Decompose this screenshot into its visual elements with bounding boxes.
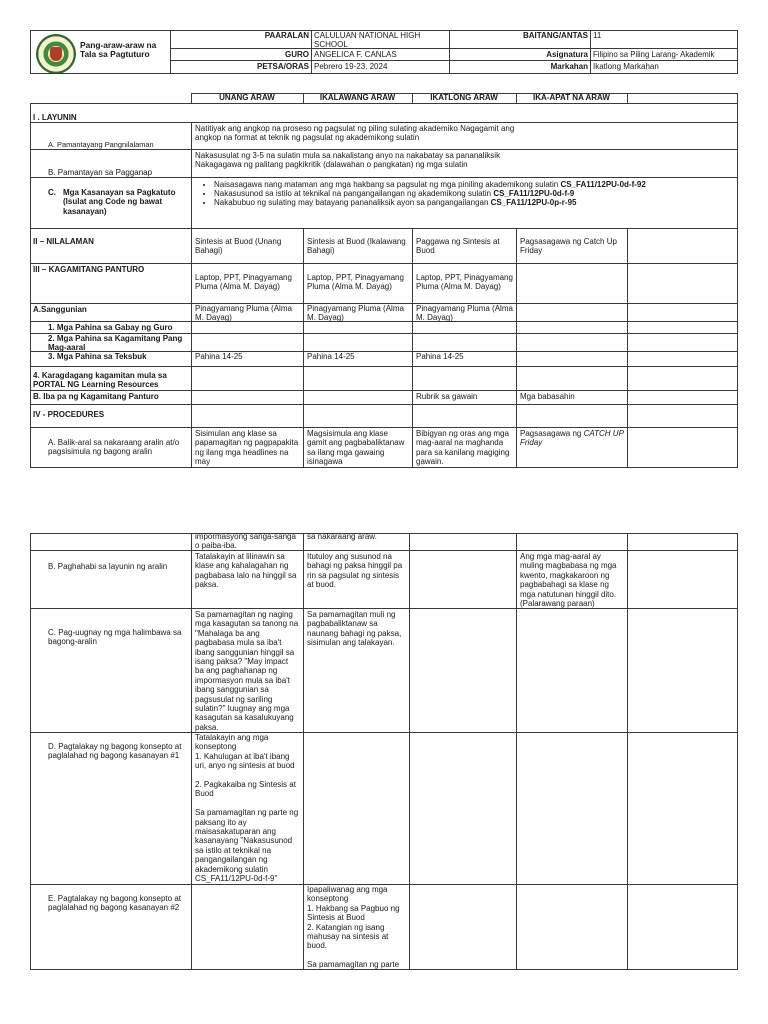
guro-value: ANGELICA F. CANLAS xyxy=(314,50,397,59)
nilalaman-day3: Paggawa ng Sintesis at Buod xyxy=(416,237,500,256)
konsepto-1-day1 xyxy=(195,733,299,883)
balik-aral-day3: Bibigyan ng oras ang mga mag-aaral na maghanda para sa kanilang magiging gawain. xyxy=(416,429,510,467)
baitang-value: 11 xyxy=(593,31,602,40)
sanggunian-day1: Pinagyamang Pluma (Alma M. Dayag) xyxy=(195,304,292,323)
day-header-2: IKALAWANG ARAW xyxy=(319,93,396,102)
pag-uugnay-day2: Sa pamamagitan muli ng pagbabaliktanaw sa naunang bahagi ng paksa, sisimulan ang talakayan. xyxy=(307,610,402,648)
paaralan-label: PAARALAN xyxy=(264,31,309,40)
balik-aral-day4: Pagsasagawa ng CATCH UP Friday xyxy=(520,429,624,448)
kagamitan-day1: Laptop, PPT, Pinagyamang Pluma (Alma M. Dayag) xyxy=(195,273,292,292)
karagdagang-kagamitan-label: 4. Karagdagang kagamitan mula sa PORTAL NG Learning Resources xyxy=(33,371,167,390)
kasanayan-item: • Naisasagawa nang mataman ang mga hakbang sa pagsulat ng mga piniling akademikong sulatin CS_FA11/12PU-0d-f-92 xyxy=(214,180,744,189)
paghahabi-day2: Itutuloy ang susunod na bahagi ng paksa hinggil pa rin sa pagsulat ng sintesis at buod. xyxy=(307,552,403,590)
pag-uugnay-label: C. Pag-uugnay ng mga halimbawa sa bagong-aralin xyxy=(48,628,182,647)
paghahabi-day4: Ang mga mag-aaral ay muling magbabasa ng mga kwento, magkakaroon ng pagbabahagi sa klase ng mga natutunan hinggil dito. (Palarawang paraan) xyxy=(520,552,617,609)
document-title: Pang-araw-araw na Tala sa Pagtuturo xyxy=(80,40,157,60)
balik-aral-day1: Sisimulan ang klase sa papamagitan ng pagpapakita ng ilang mga headlines na may xyxy=(195,429,299,467)
kagamitan-heading: III – KAGAMITANG PANTURO xyxy=(33,265,145,274)
nilalaman-heading: II – NILALAMAN xyxy=(33,237,94,246)
pamantayan-pagganap-text: Nakasusulat ng 3-5 na sulatin mula sa nakalistang anyo na nakabatay sa pananaliksik Nakagagawa ng palitang pagkikritik (dalawahan o pangkatan) ng mga sulatin xyxy=(195,151,501,170)
iba-pang-kagamitan-label: B. Iba pa ng Kagamitang Panturo xyxy=(33,392,159,401)
nilalaman-day4: Pagsasagawa ng Catch Up Friday xyxy=(520,237,617,256)
konsepto-1-line: Tatalakayin ang mga konseptong xyxy=(195,733,269,752)
kagamitan-day2: Laptop, PPT, Pinagyamang Pluma (Alma M. Dayag) xyxy=(307,273,404,292)
konsepto-2-label: E. Pagtalakay ng bagong konsepto at paglalahad ng bagong kasanayan #2 xyxy=(48,894,181,913)
kasanayan-item: • Nakasusunod sa istilo at teknikal na pangangailangan ng akademikong sulatin CS_FA11/12PU-0d-f-9 xyxy=(214,189,744,198)
markahan-value: Ikatlong Markahan xyxy=(593,62,659,71)
continued-day1: impormasyong sanga-sanga o paiba-iba. xyxy=(195,532,296,551)
pamantayan-pagganap-label: B. Pamantayan sa Pagganap xyxy=(48,168,153,177)
asignatura-label: Asignatura xyxy=(546,50,588,59)
gabay-guro-label: 1. Mga Pahina sa Gabay ng Guro xyxy=(48,323,173,332)
guro-label: GURO xyxy=(285,50,309,59)
school-seal-logo xyxy=(36,34,76,74)
kasanayan-list xyxy=(200,180,744,208)
continued-day2: sa nakaraang araw. xyxy=(307,532,377,541)
day-header-3: IKATLONG ARAW xyxy=(430,93,498,102)
paghahabi-day1: Tatalakayin at lilinawin sa klase ang kahalagahan ng pagbabasa lalo na hinggil sa paksa. xyxy=(195,552,297,590)
petsa-value: Pebrero 19-23, 2024 xyxy=(314,62,388,71)
nilalaman-day1: Sintesis at Buod (Unang Bahagi) xyxy=(195,237,282,256)
balik-aral-day2: Magsisimula ang klase gamit ang pagbabaliktanaw sa ilang mga gawaing isinagawa xyxy=(307,429,405,467)
teksbuk-day3: Pahina 14-25 xyxy=(416,352,464,361)
markahan-label: Markahan xyxy=(550,62,588,71)
konsepto-1-label: D. Pagtalakay ng bagong konsepto at paglalahad ng bagong kasanayan #1 xyxy=(48,742,182,761)
paghahabi-label: B. Paghahabi sa layunin ng aralin xyxy=(48,562,168,571)
baitang-label: BAITANG/ANTAS xyxy=(522,31,588,40)
layunin-heading: I . LAYUNIN xyxy=(33,113,77,122)
teksbuk-day2: Pahina 14-25 xyxy=(307,352,355,361)
sanggunian-label: A.Sanggunian xyxy=(33,305,87,314)
day-header-4: IKA-APAT NA ARAW xyxy=(533,93,610,102)
pamantayang-pangnilalaman-label: A. Pamantayang Pangnilalaman xyxy=(48,140,154,149)
konsepto-2-line: Ipapaliwanag ang mga konseptong xyxy=(307,885,388,904)
konsepto-2-line: 1. Hakbang sa Pagbuo ng Sintesis at Buod xyxy=(307,903,400,923)
konsepto-2-line: Sa pamamagitan ng parte xyxy=(307,960,400,970)
kagamitan-day3: Laptop, PPT, Pinagyamang Pluma (Alma M. Dayag) xyxy=(416,273,513,292)
iba-pang-kagamitan-day3: Rubrik sa gawain xyxy=(416,392,478,401)
pag-uugnay-day1: Sa pamamagitan ng naging mga kasagutan sa tanong na "Mahalaga ba ang pagbabasa mula sa iba't ibang sanggunian hinggil sa isang paksa? "May impact ba ang paghahanap ng impormasyon mula sa iba't ibang sanggunian sa pagsusulat ng sariling sulatin?" Iuugnay ang mga kasagutan sa kasalukuyang paksa. xyxy=(195,610,299,732)
teksbuk-day1: Pahina 14-25 xyxy=(195,352,243,361)
sanggunian-day3: Pinagyamang Pluma (Alma M. Dayag) xyxy=(416,304,513,323)
kasanayan-letter: C. xyxy=(48,188,56,197)
konsepto-2-day2 xyxy=(307,885,407,970)
konsepto-1-line: 2. Pagkakaiba ng Sintesis at Buod xyxy=(195,780,296,799)
konsepto-2-line: 2. Katangian ng isang mahusay na sintesis at buod. xyxy=(307,922,389,951)
nilalaman-day2: Sintesis at Buod (Ikalawang Bahagi) xyxy=(307,237,406,256)
pamantayang-pangnilalaman-text: Natitiyak ang angkop na proseso ng pagsulat ng piling sulating akademiko Nagagamit ang angkop na format at teknik ng pagsulat ng akademikong sulatin xyxy=(195,124,515,143)
paaralan-value: CALULUAN NATIONAL HIGH SCHOOL xyxy=(314,31,421,50)
sanggunian-day2: Pinagyamang Pluma (Alma M. Dayag) xyxy=(307,304,404,323)
petsa-label: PETSA/ORAS xyxy=(256,62,309,71)
balik-aral-label: A. Balik-aral sa nakaraang aralin at/o pagsisimula ng bagong aralin xyxy=(48,438,180,457)
konsepto-1-line: 1. Kahulugan at iba't ibang uri, anyo ng sintesis at buod xyxy=(195,751,295,771)
kagamitang-mag-aaral-label: 2. Mga Pahina sa Kagamitang Pang Mag-aaral xyxy=(48,334,183,353)
teksbuk-label: 3. Mga Pahina sa Teksbuk xyxy=(48,352,147,361)
day-header-1: UNANG ARAW xyxy=(219,93,275,102)
procedures-heading: IV - PROCEDURES xyxy=(33,410,105,419)
asignatura-value: Filipino sa Piling Larang- Akademik xyxy=(593,50,715,59)
kasanayan-label: Mga Kasanayan sa Pagkatuto (Isulat ang Code ng bawat kasanayan) xyxy=(63,188,176,216)
kasanayan-item: • Nakabubuo ng sulating may batayang pananaliksik ayon sa pangangailangan CS_FA11/12PU-0p-r-95 xyxy=(214,198,744,207)
iba-pang-kagamitan-day4: Mga babasahin xyxy=(520,392,575,401)
konsepto-1-line: Sa pamamagitan ng parte ng paksang ito ay maisasakatuparan ang kasanayang "Nakasusunod sa istilo at teknikal na pangangailangan ng akademikong sulatin CS_FA11/12PU-0d-f-9" xyxy=(195,808,299,884)
